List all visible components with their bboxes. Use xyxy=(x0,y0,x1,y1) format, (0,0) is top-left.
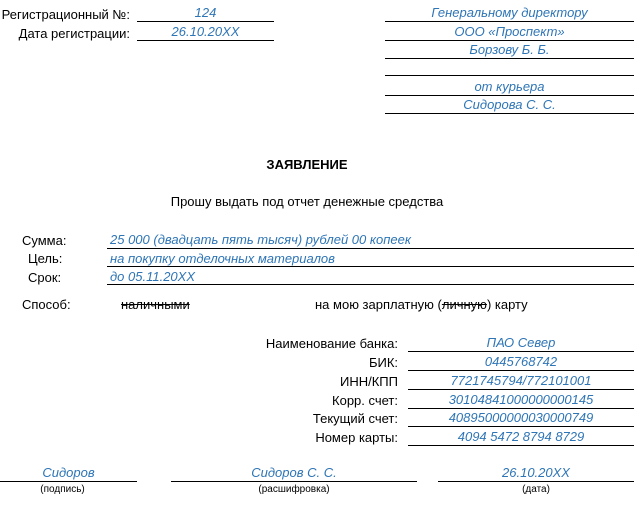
inn-line xyxy=(408,389,634,390)
recipient-line-2 xyxy=(385,40,634,41)
corr-label: Корр. счет: xyxy=(332,393,398,408)
card-value: 4094 5472 8794 8729 xyxy=(457,429,585,444)
current-label: Текущий счет: xyxy=(312,411,398,426)
registration-number-label: Регистрационный №: xyxy=(1,7,130,22)
document-title: ЗАЯВЛЕНИЕ xyxy=(266,157,348,172)
bank-name-label: Наименование банка: xyxy=(265,336,398,351)
sum-line xyxy=(107,248,634,249)
registration-number-line xyxy=(137,21,274,22)
current-value: 40895000000030000749 xyxy=(448,410,594,425)
recipient-line-3 xyxy=(385,58,634,59)
signature-decode-caption: (расшифровка) xyxy=(258,484,330,495)
purpose-label: Цель: xyxy=(28,251,63,266)
registration-date-value: 26.10.20XX xyxy=(171,24,240,39)
registration-number-value: 124 xyxy=(194,5,217,20)
registration-date-line xyxy=(137,40,274,41)
method-card xyxy=(315,297,528,312)
recipient-line-4 xyxy=(385,75,634,76)
recipient-position: Генеральному директору xyxy=(431,5,588,20)
signature-value: Сидоров xyxy=(42,465,95,480)
method-label: Способ: xyxy=(22,297,71,312)
recipient-name: Борзову Б. Б. xyxy=(469,42,550,57)
method-card-personal: личную xyxy=(441,297,487,312)
sum-label: Сумма: xyxy=(22,233,67,248)
bik-line xyxy=(408,370,634,371)
purpose-value: на покупку отделочных материалов xyxy=(110,251,335,266)
bank-name-value: ПАО Север xyxy=(486,335,556,350)
term-line xyxy=(107,284,634,285)
bik-label: БИК: xyxy=(368,355,398,370)
request-text: Прошу выдать под отчет денежные средства xyxy=(170,194,444,209)
recipient-company: ООО «Проспект» xyxy=(454,24,565,39)
signature-line xyxy=(0,481,137,482)
signature-decode-line xyxy=(171,481,417,482)
bik-value: 0445768742 xyxy=(484,354,558,369)
recipient-line-5 xyxy=(385,95,634,96)
bank-name-line xyxy=(408,351,634,352)
purpose-line xyxy=(107,266,634,267)
sum-value: 25 000 (двадцать пять тысяч) рублей 00 копеек xyxy=(110,232,411,247)
registration-date-label: Дата регистрации: xyxy=(18,26,130,41)
method-card-prefix: на мою зарплатную ( xyxy=(315,297,442,312)
corr-line xyxy=(408,408,634,409)
card-line xyxy=(408,445,634,446)
term-value: до 05.11.20XX xyxy=(110,269,196,284)
signature-caption: (подпись) xyxy=(40,484,85,495)
signature-date-caption: (дата) xyxy=(522,484,550,495)
signature-date-value: 26.10.20XX xyxy=(502,465,570,480)
card-label: Номер карты: xyxy=(315,430,398,445)
method-card-suffix: ) карту xyxy=(486,297,528,312)
recipient-from: от курьера xyxy=(474,79,545,94)
method-cash: наличными xyxy=(121,297,190,312)
term-label: Срок: xyxy=(28,270,62,285)
signature-decode-value: Сидоров С. С. xyxy=(251,465,337,480)
inn-value: 7721745794/772101001 xyxy=(450,373,592,388)
recipient-line-1 xyxy=(385,21,634,22)
inn-label: ИНН/КПП xyxy=(340,374,398,389)
current-line xyxy=(408,426,634,427)
recipient-line-6 xyxy=(385,113,634,114)
recipient-sender: Сидорова С. С. xyxy=(463,97,556,112)
corr-value: 30104841000000000145 xyxy=(448,392,594,407)
signature-date-line xyxy=(438,481,634,482)
